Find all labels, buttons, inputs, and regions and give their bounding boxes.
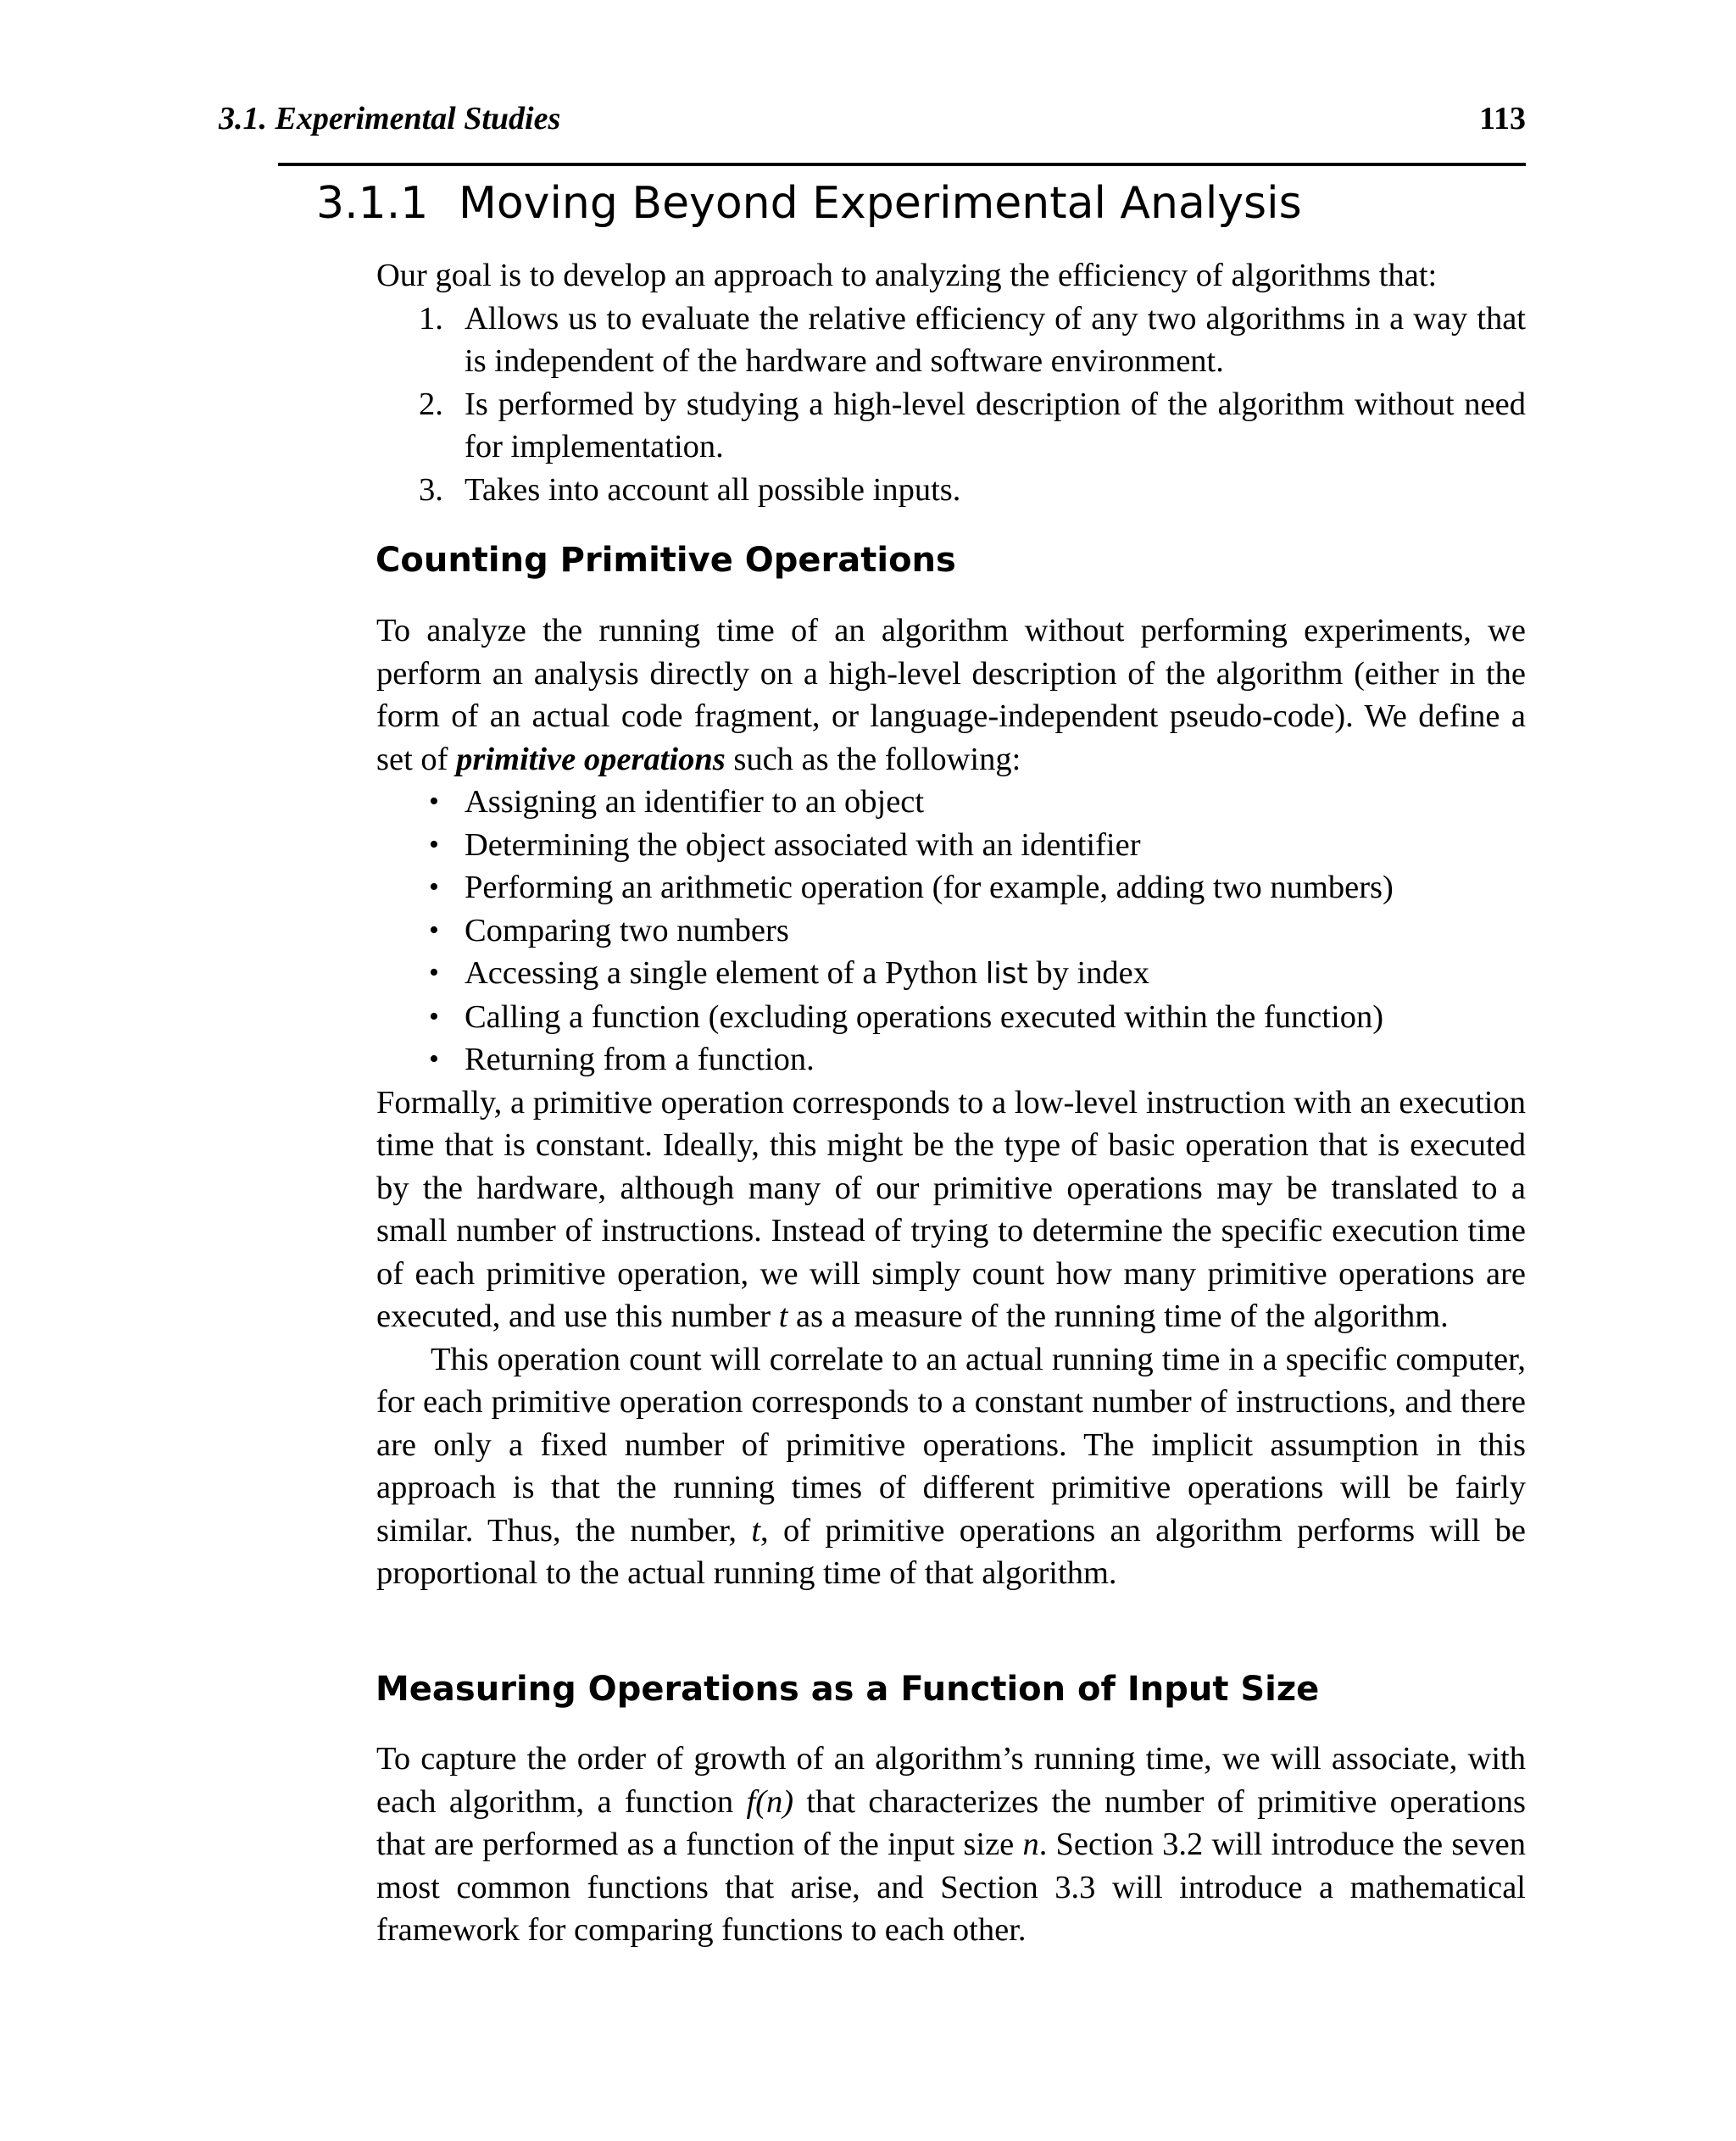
- op-item: [376, 824, 1526, 867]
- primitive-operations-term: primitive operations: [456, 741, 726, 777]
- goal-text: Is performed by studying a high-level description of the algorithm without need for implementation.: [465, 386, 1526, 464]
- goal-item: [376, 469, 1526, 512]
- variable-t: t: [751, 1512, 761, 1549]
- op-item: [376, 909, 1526, 953]
- python-list-code: list: [985, 957, 1028, 991]
- bullet: •: [429, 828, 439, 860]
- op-text: Assigning an identifier to an object: [465, 784, 925, 820]
- op-item: [376, 996, 1526, 1039]
- measuring-heading: Measuring Operations as a Function of Input Size: [376, 1670, 1320, 1709]
- bullet: •: [429, 914, 439, 946]
- op-text: Determining the object associated with an identifier: [465, 826, 1141, 863]
- goals-block: [376, 254, 1526, 511]
- section-title: Moving Beyond Experimental Analysis: [459, 178, 1302, 229]
- section-heading: [316, 178, 1302, 229]
- counting-heading: Counting Primitive Operations: [376, 541, 956, 580]
- goal-item: [376, 383, 1526, 469]
- page-number: 113: [1479, 101, 1526, 136]
- op-text: Comparing two numbers: [465, 912, 789, 948]
- op-item: [376, 1038, 1526, 1082]
- counting-block: [376, 609, 1526, 1595]
- bullet: •: [429, 957, 439, 988]
- bullet: •: [429, 1043, 439, 1075]
- goal-text: Allows us to evaluate the relative efficiency of any two algorithms in a way that is independent of the hardware and software environment.: [465, 300, 1526, 379]
- text-run: To capture the order of growth of an algorithm’s running time, we will associate, with each algorithm, a function: [376, 1741, 1526, 1820]
- goal-number: 1.: [419, 300, 443, 336]
- op-item: [376, 781, 1526, 824]
- primitive-ops-list: [376, 781, 1526, 1082]
- variable-n: n: [1022, 1827, 1039, 1862]
- goal-text: Takes into account all possible inputs.: [465, 471, 961, 508]
- text-run: such as the following:: [725, 741, 1021, 777]
- bullet: •: [429, 1000, 439, 1032]
- text-run: . Section 3.2 will introduce the seven most common functions that arise, and Section 3.3 will introduce a mathematical framework for comparing functions to each other.: [376, 1827, 1526, 1948]
- op-text: by index: [1027, 955, 1150, 991]
- goals-list: [376, 298, 1526, 512]
- counting-paragraph-3: [376, 1338, 1526, 1595]
- counting-paragraph-1: [376, 609, 1526, 781]
- section-number: 3.1.1: [316, 178, 429, 229]
- text-run: , of primitive operations an algorithm performs will be proportional to the actual running time of that algorithm.: [376, 1512, 1526, 1591]
- bullet: •: [429, 871, 439, 903]
- header-rule: [278, 163, 1526, 166]
- intro-paragraph: Our goal is to develop an approach to analyzing the efficiency of algorithms that:: [376, 258, 1438, 293]
- text-run: This operation count will correlate to an actual running time in a specific computer, for each primitive operation corresponds to a constant number of instructions, and there are only a fixed number of primitive operations. The implicit assumption in this approach is that the running times of different primitive operations will be fairly similar. Thus, the number,: [376, 1341, 1526, 1549]
- goal-number: 3.: [419, 471, 443, 508]
- bullet: •: [429, 786, 439, 817]
- running-header: [219, 100, 1526, 151]
- op-item: [376, 866, 1526, 909]
- counting-paragraph-2: [376, 1082, 1526, 1338]
- op-text: Performing an arithmetic operation (for example, adding two numbers): [465, 870, 1394, 905]
- measuring-block: [376, 1738, 1526, 1952]
- text-run: Formally, a primitive operation corresponds to a low-level instruction with an execution time that is constant. Ideally, this might be the type of basic operation that is executed by the hardware, although many of our primitive operations may be translated to a small number of instructions. Instead of trying to determine the specific execution time of each primitive operation, we will simply count how many primitive operations are executed, and use this number: [376, 1084, 1526, 1334]
- op-item: [376, 952, 1526, 996]
- text-run: that characterizes the number of primitive operations that are performed as a function of the input size: [376, 1783, 1526, 1862]
- running-title: 3.1. Experimental Studies: [219, 101, 561, 136]
- function-f-of-n: f(n): [746, 1783, 794, 1820]
- variable-t: t: [778, 1299, 788, 1334]
- text-run: as a measure of the running time of the algorithm.: [787, 1299, 1449, 1334]
- goal-number: 2.: [419, 386, 443, 422]
- op-text: Returning from a function.: [465, 1042, 815, 1077]
- op-text: Calling a function (excluding operations executed within the function): [465, 998, 1384, 1035]
- text-run: To analyze the running time of an algorithm without performing experiments, we perform an analysis directly on a high-level description of the algorithm (either in the form of an actual code fragment, or language-independent pseudo-code). We define a set of: [376, 613, 1526, 777]
- op-text: Accessing a single element of a Python: [465, 955, 986, 991]
- measuring-paragraph: [376, 1738, 1526, 1952]
- goal-item: [376, 298, 1526, 383]
